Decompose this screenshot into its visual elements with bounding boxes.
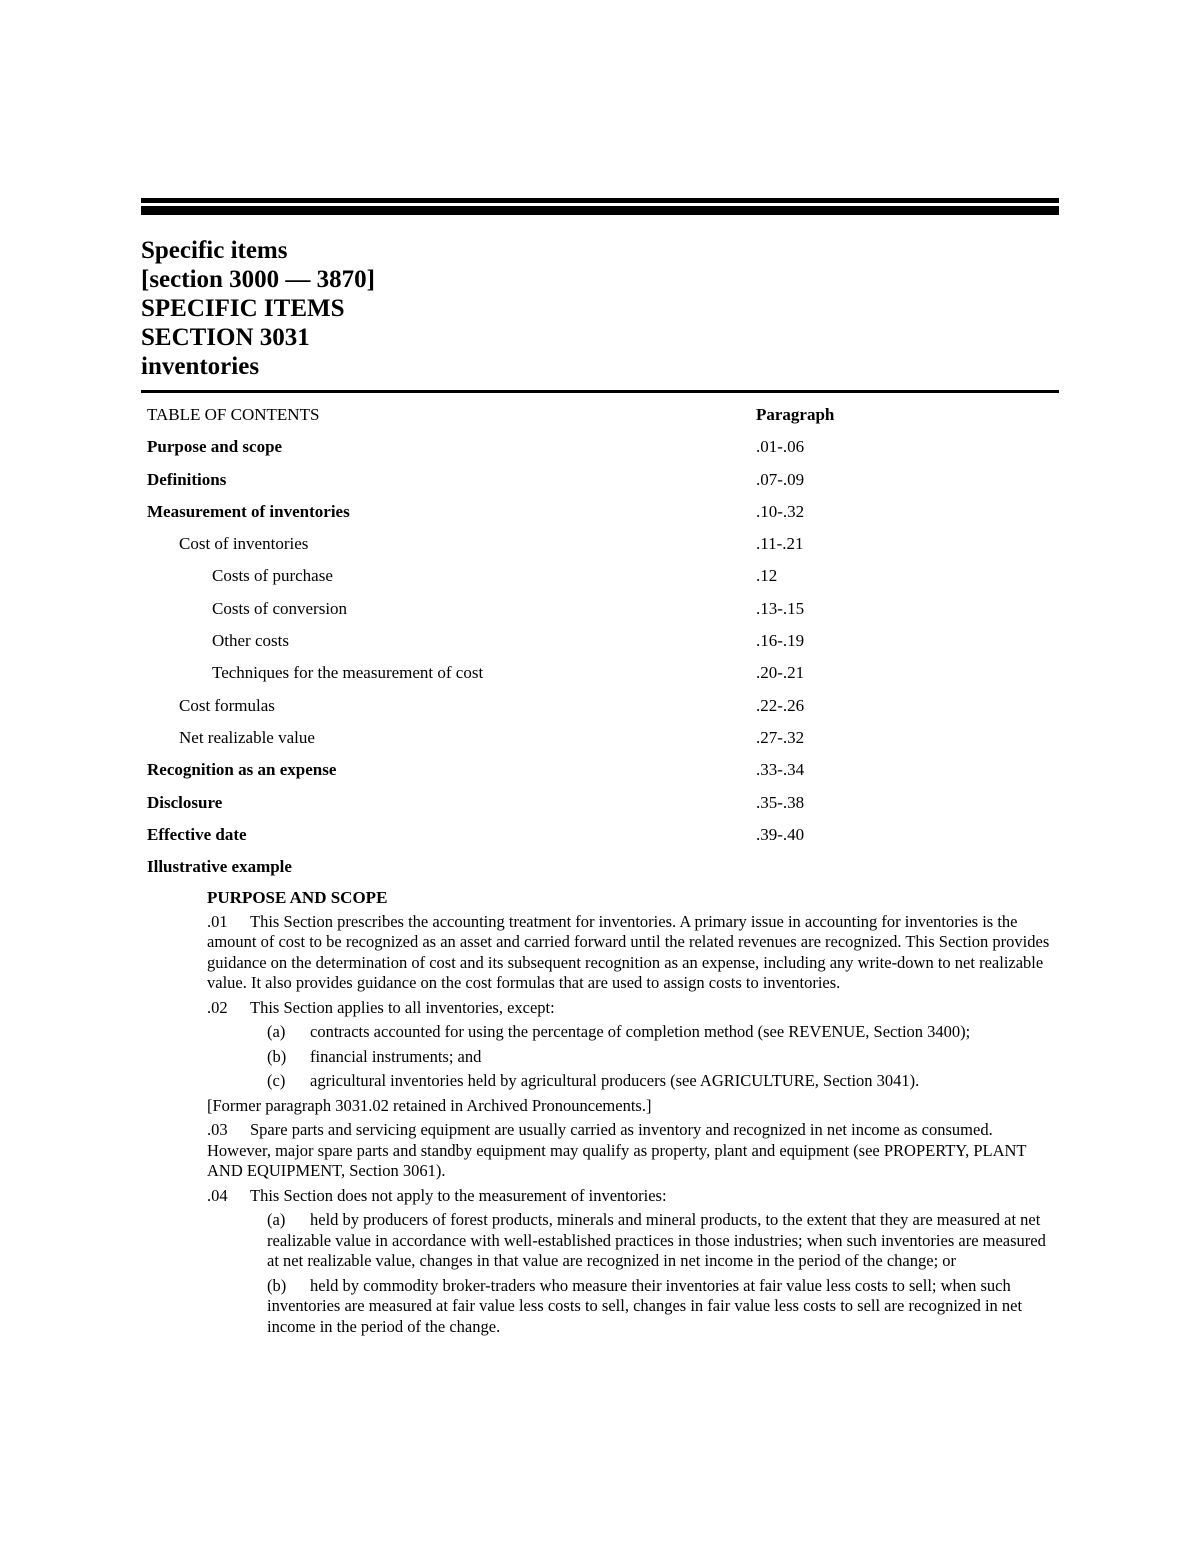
toc-row-label: Costs of purchase: [212, 566, 333, 586]
paragraph-text: This Section prescribes the accounting treatment for inventories. A primary issue in accounting for inventories is the amount of cost to be recognized as an asset and carried forward until the related revenues are recognized. This Section provides guidance on the determination of cost and its subsequent recognition as an expense, including any write-down to net realizable value. It also provides guidance on the cost formulas that are used to assign costs to inventories.: [207, 911, 1050, 992]
heading-line-2: [section 3000 — 3870]: [141, 266, 375, 293]
list-item: [267, 1022, 1052, 1043]
toc-row-paragraph: .27-.32: [756, 727, 805, 747]
toc-row-paragraph: .01-.06: [756, 437, 805, 457]
toc-header-paragraph: Paragraph: [756, 405, 835, 424]
paragraph-number: .01: [207, 911, 228, 931]
toc-row: [147, 499, 1047, 531]
toc-row-paragraph: .22-.26: [756, 695, 805, 715]
heading-line-1: Specific items: [141, 237, 288, 264]
toc-row: [147, 854, 1047, 886]
paragraph-number: .04: [207, 1185, 228, 1205]
list-item: [267, 1071, 1052, 1092]
heading-line-4: SECTION 3031: [141, 324, 310, 351]
list-item-text: agricultural inventories held by agricultural producers (see AGRICULTURE, Section 3041).: [310, 1071, 920, 1090]
paragraph-text: This Section does not apply to the measurement of inventories:: [250, 1185, 667, 1205]
toc-row-label: Definitions: [147, 469, 227, 489]
toc-row-paragraph: .39-.40: [756, 824, 805, 844]
toc-row-label: Cost of inventories: [179, 534, 309, 554]
section-body: [207, 888, 1052, 1341]
list-item-text: financial instruments; and: [310, 1046, 482, 1066]
toc-row-label: Cost formulas: [179, 695, 275, 715]
toc-row: [147, 467, 1047, 499]
toc-row-label: Illustrative example: [147, 857, 292, 877]
list-item: [267, 1276, 1052, 1338]
table-of-contents: [147, 402, 1047, 886]
paragraph-text: Spare parts and servicing equipment are usually carried as inventory and recognized in net income as consumed. However, major spare parts and standby equipment may qualify as property, plant and equipment (see PROPERTY, PLANT AND EQUIPMENT, Section 3061).: [207, 1120, 1027, 1180]
toc-header-label: TABLE OF CONTENTS: [147, 405, 320, 424]
paragraph-04: [207, 1186, 1052, 1207]
toc-row-paragraph: .11-.21: [756, 534, 804, 554]
toc-row-label: Recognition as an expense: [147, 760, 337, 780]
list-item-text: held by commodity broker-traders who measure their inventories at fair value less costs to sell; when such inventories are measured at fair value less costs to sell, changes in fair value less costs to sell are recognized in net income in the period of the change.: [267, 1275, 1023, 1336]
paragraph-text: This Section applies to all inventories, except:: [250, 997, 555, 1017]
paragraph-number: .03: [207, 1120, 228, 1139]
toc-row-paragraph: .12: [756, 566, 778, 586]
heading-rule: [141, 390, 1059, 393]
list-marker: (a): [267, 1022, 286, 1041]
list-item: [267, 1210, 1052, 1272]
list-marker: (b): [267, 1275, 287, 1295]
toc-row-label: Techniques for the measurement of cost: [212, 663, 484, 683]
toc-row-paragraph: .13-.15: [756, 598, 805, 618]
document-heading: [141, 236, 375, 381]
list-item: [267, 1047, 1052, 1068]
toc-row: [147, 596, 1047, 628]
list-marker: (c): [267, 1071, 286, 1090]
toc-row-label: Costs of conversion: [212, 598, 348, 618]
toc-header-row: [147, 402, 1047, 434]
toc-row: [147, 790, 1047, 822]
toc-row-paragraph: .10-.32: [756, 501, 805, 521]
toc-row: [147, 693, 1047, 725]
toc-row-paragraph: .35-.38: [756, 792, 805, 812]
list-item-text: contracts accounted for using the percentage of completion method (see REVENUE, Section 3400);: [310, 1022, 971, 1041]
heading-line-3: SPECIFIC ITEMS: [141, 295, 345, 322]
toc-row-label: Purpose and scope: [147, 437, 283, 457]
toc-row-label: Other costs: [212, 631, 289, 651]
list-marker: (a): [267, 1210, 286, 1229]
paragraph-02: [207, 998, 1052, 1019]
toc-row-paragraph: .16-.19: [756, 631, 805, 651]
toc-row: [147, 725, 1047, 757]
toc-row: [147, 563, 1047, 595]
paragraph-number: .02: [207, 997, 228, 1017]
toc-row-label: Net realizable value: [179, 727, 315, 747]
toc-row: [147, 628, 1047, 660]
toc-row: [147, 822, 1047, 854]
toc-row-paragraph: .33-.34: [756, 760, 805, 780]
toc-row: [147, 434, 1047, 466]
toc-row-paragraph: .07-.09: [756, 469, 805, 489]
list-item-text: held by producers of forest products, minerals and mineral products, to the extent that they are measured at net realizable value in accordance with well-established practices in those industries; when such inventories are measured at net realizable value, changes in that value are recognized in net income in the period of the change; or: [267, 1210, 1046, 1270]
list-marker: (b): [267, 1046, 287, 1066]
header-rule-thin: [141, 198, 1059, 203]
toc-row-label: Measurement of inventories: [147, 501, 350, 521]
toc-row: [147, 757, 1047, 789]
heading-line-5: inventories: [141, 353, 260, 380]
toc-row-label: Disclosure: [147, 792, 223, 812]
toc-row: [147, 531, 1047, 563]
toc-row-label: Effective date: [147, 824, 247, 844]
toc-row: [147, 660, 1047, 692]
toc-row-paragraph: .20-.21: [756, 663, 805, 683]
former-paragraph-note: [Former paragraph 3031.02 retained in Archived Pronouncements.]: [207, 1095, 652, 1115]
paragraph-01: [207, 912, 1052, 994]
paragraph-03: [207, 1120, 1052, 1182]
section-title: PURPOSE AND SCOPE: [207, 888, 388, 907]
header-rule-thick: [141, 206, 1059, 215]
